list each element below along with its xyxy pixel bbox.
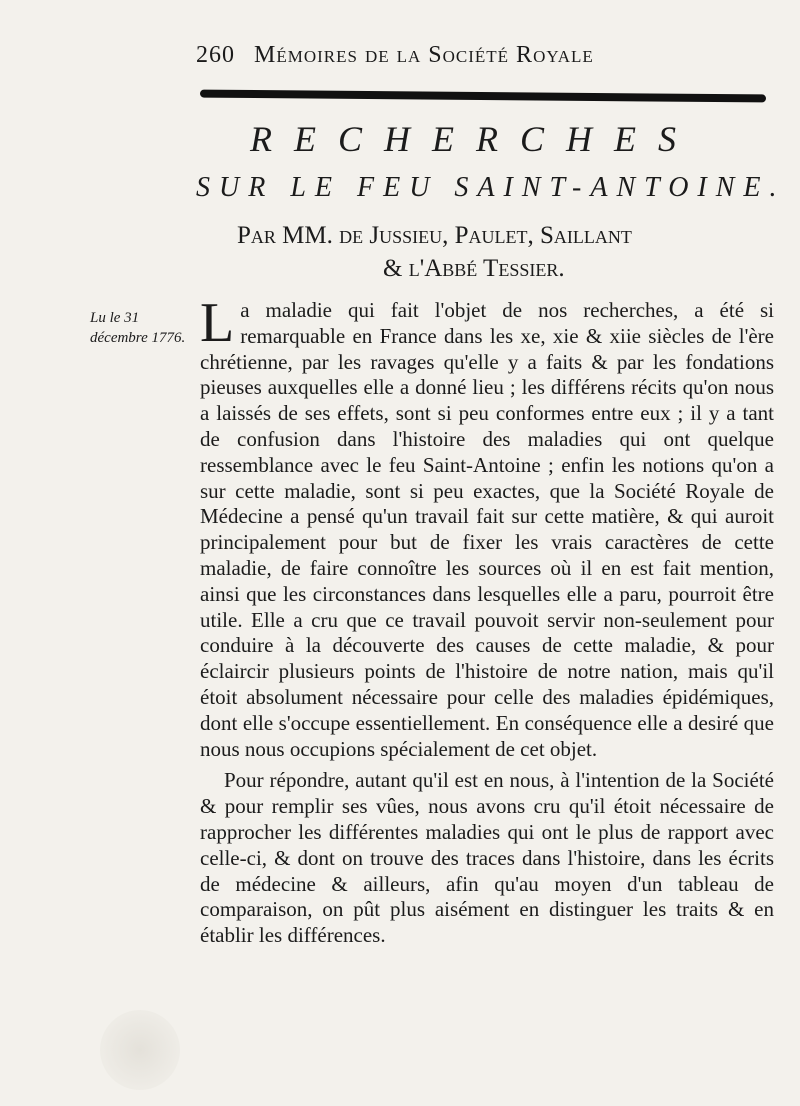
- article-subtitle: SUR LE FEU SAINT-ANTOINE.: [196, 172, 786, 203]
- paragraph-2: Pour répondre, autant qu'il est en nous, à l'intention de la Société & pour remplir ses vûes, nous avons cru qu'il étoit nécessaire de rapprocher les différentes maladies qui ont le plus de rapport avec celle-ci, & dont on trouve des traces dans l'histoire, dans les écrits de médecine & ailleurs, afin qu'au moyen d'un tableau de comparaison, on pût plus aisément en distinguer les traits & en établir les différences.: [200, 768, 774, 948]
- running-title: Mémoires de la Société Royale: [254, 42, 594, 68]
- margin-note: Lu le 31 décembre 1776.: [90, 310, 186, 346]
- paragraph-1-text: a maladie qui fait l'objet de nos recherches, a été si remarquable en France dans les xe, xie & xiie siècles de l'ère chrétienne, par les ravages qu'elle y a faits & par les fondations pieuses auxquelles elle a donné lieu ; les différens récits qu'on nous a laissés de ses effets, sont si peu conformes entre eux ; il y a tant de confusion dans l'histoire des maladies qui ont quelque ressemblance avec le feu Saint-Antoine ; enfin les notions qu'on a sur cette maladie, sont si peu exactes, que la Société Royale de Médecine a pensé qu'un travail fait sur cette matière, & qui auroit principalement pour but de fixer les vrais caractères de cette maladie, de faire connoître les sources où il en est fait mention, ainsi que les circonstances dans lesquelles elle a paru, pourroit être utile. Elle a cru que ce travail pouvoit servir non-seulement pour conduire à la découverte des causes de cette maladie, & pour éclaircir plusieurs points de l'histoire de notre nation, mais qu'il étoit absolument nécessaire pour celle des maladies épidémiques, dont elle s'occupe essentiellement. En conséquence elle a desiré que nous nous occupions spécialement de cet objet.: [200, 298, 774, 761]
- byline-authors: Par MM. de Jussieu, Paulet, Saillant: [237, 222, 632, 249]
- running-head: [196, 42, 756, 69]
- header-rule: [200, 90, 766, 103]
- article-body: [200, 292, 774, 949]
- paper-stain: [100, 1010, 180, 1090]
- byline-authors-cont: & l'Abbé Tessier.: [383, 255, 565, 282]
- paragraph-1: [200, 292, 774, 762]
- page-number: 260: [196, 42, 235, 68]
- article-title: RECHERCHES: [250, 119, 698, 159]
- drop-cap: L: [200, 292, 235, 354]
